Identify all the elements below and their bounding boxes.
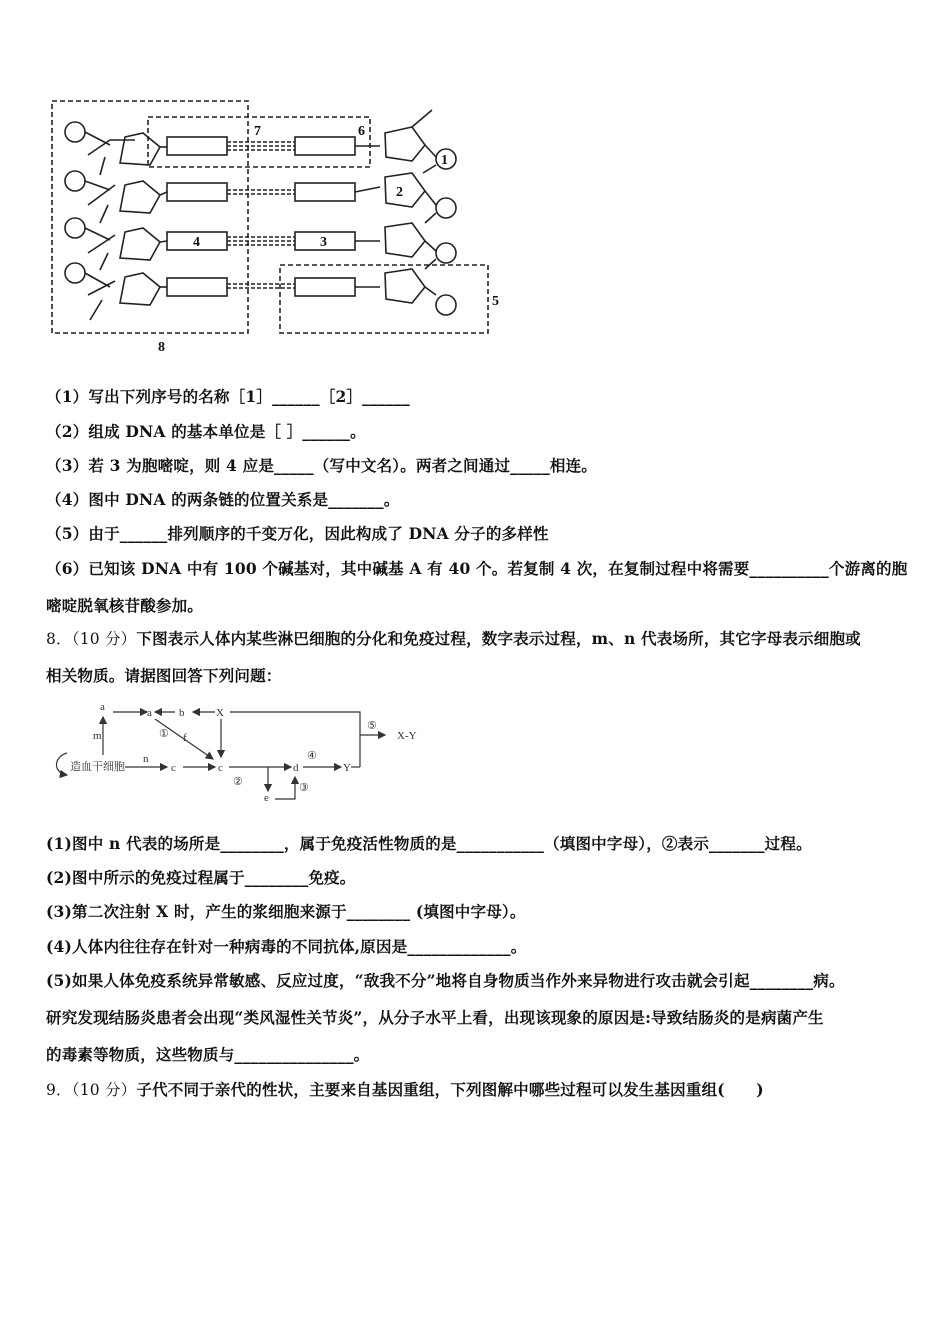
q8-stem-text: 下图表示人体内某些淋巴细胞的分化和免疫过程，数字表示过程，m、n 代表场所，其它字母表示细胞或 (136, 629, 861, 648)
node-c: c (218, 762, 223, 774)
label-1: 1 (441, 153, 448, 168)
node-X: X (216, 707, 224, 719)
q7-line-2: （2）组成 DNA 的基本单位是［ ］______。 (46, 422, 366, 441)
q7-line-5: （5）由于______排列顺序的千变万化，因此构成了 DNA 分子的多样性 (46, 524, 549, 543)
phosphate-l4 (65, 263, 85, 283)
q8-part-5-cont-2: 的毒素等物质，这些物质与_______________。 (46, 1045, 370, 1064)
q8-number: 8． (46, 630, 72, 648)
label-3: 3 (320, 235, 327, 250)
node-f: f (183, 732, 187, 744)
step-1: ① (159, 728, 169, 740)
q7-line-1: （1）写出下列序号的名称［1］______［2］______ (46, 387, 410, 406)
q8-part-2: (2)图中所示的免疫过程属于________免疫。 (46, 868, 356, 887)
label-4: 4 (193, 235, 200, 250)
q7-line-7: 嘧啶脱氧核苷酸参加。 (46, 596, 204, 615)
node-a-top: a (100, 701, 105, 713)
node-a: a (147, 707, 152, 719)
label-5: 5 (492, 294, 499, 309)
q7-line-6: （6）已知该 DNA 中有 100 个碱基对，其中碱基 A 有 40 个。若复制 4 次，在复制过程中将需要__________个游离的胞 (46, 559, 908, 578)
step-3: ③ (299, 782, 309, 794)
q7-line-4: （4）图中 DNA 的两条链的位置关系是_______。 (46, 490, 400, 509)
node-b: b (179, 707, 185, 719)
q8-stem-1 (46, 627, 861, 649)
label-m: m (93, 730, 102, 742)
phosphate-l1 (65, 122, 85, 142)
q9-score: （10 分） (71, 1081, 137, 1099)
node-XY: X-Y (397, 730, 417, 742)
box-8 (52, 101, 248, 333)
label-7: 7 (254, 124, 261, 139)
label-2: 2 (396, 185, 403, 200)
q8-part-4: (4)人体内往往存在针对一种病毒的不同抗体,原因是_____________。 (46, 937, 527, 956)
label-6: 6 (358, 124, 365, 139)
node-c-left: c (171, 762, 176, 774)
q9-number: 9． (46, 1081, 72, 1099)
phosphate-l3 (65, 218, 85, 238)
step-4: ④ (307, 750, 317, 762)
node-stem-cell: 造血干细胞 (70, 761, 125, 773)
q8-part-5-cont-1: 研究发现结肠炎患者会出现“类风湿性关节炎”，从分子水平上看，出现该现象的原因是:导致结肠炎的是病菌产生 (46, 1008, 824, 1027)
box-5 (280, 265, 488, 333)
label-n: n (143, 753, 149, 765)
q9-stem-text: 子代不同于亲代的性状，主要来自基因重组，下列图解中哪些过程可以发生基因重组( ) (136, 1080, 764, 1099)
step-2: ② (233, 776, 243, 788)
q8-part-3: (3)第二次注射 X 时，产生的浆细胞来源于________ (填图中字母）。 (46, 902, 526, 921)
node-e: e (264, 792, 269, 804)
node-d: d (293, 762, 299, 774)
q8-part-5: (5)如果人体免疫系统异常敏感、反应过度，“敌我不分”地将自身物质当作外来异物进行攻击就会引起________病。 (46, 971, 845, 990)
node-Y: Y (343, 762, 351, 774)
step-5: ⑤ (367, 720, 377, 732)
phosphate-r4 (436, 295, 456, 315)
q8-part-1: (1)图中 n 代表的场所是________，属于免疫活性物质的是___________（填图中字母），②表示_______过程。 (46, 834, 812, 853)
q7-line-3: （3）若 3 为胞嘧啶，则 4 应是_____（写中文名）。两者之间通过_____相连。 (46, 456, 597, 475)
phosphate-r2 (436, 198, 456, 218)
phosphate-r3 (436, 243, 456, 263)
immune-process-diagram (55, 695, 435, 805)
q8-stem-2: 相关物质。请据图回答下列问题： (46, 666, 282, 685)
phosphate-l2 (65, 171, 85, 191)
q8-score: （10 分） (71, 630, 137, 648)
dna-structure-diagram (40, 95, 520, 360)
q9-stem (46, 1078, 764, 1100)
label-8: 8 (158, 340, 165, 355)
